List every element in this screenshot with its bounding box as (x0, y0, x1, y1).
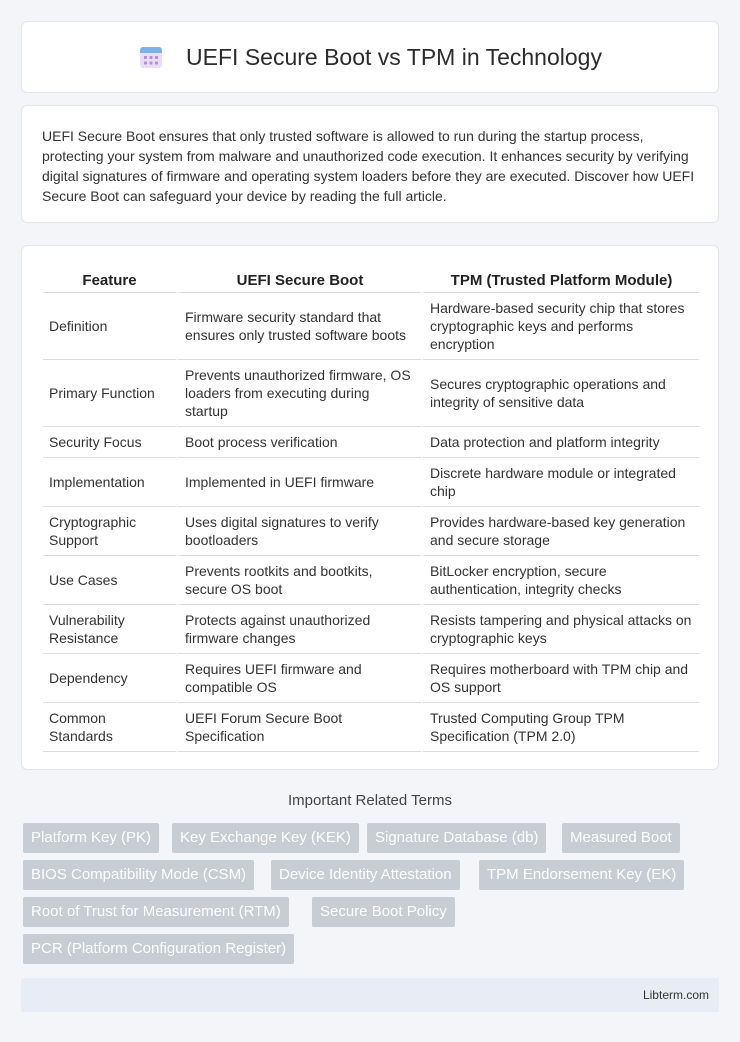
table-row (43, 458, 699, 507)
title-card (21, 21, 719, 93)
table-cell: Data protection and platform integrity (421, 427, 699, 458)
related-term-tag[interactable]: Signature Database (db) (367, 823, 546, 853)
table-row (43, 427, 699, 458)
table-cell: Implementation (43, 458, 176, 507)
table-cell: Uses digital signatures to verify bootloaders (176, 507, 421, 556)
table-cell: Requires UEFI firmware and compatible OS (176, 654, 421, 703)
footer-site-link[interactable]: Libterm.com (642, 988, 709, 1002)
table-cell: Common Standards (43, 703, 176, 752)
table-row (43, 703, 699, 752)
table-cell: Secures cryptographic operations and integrity of sensitive data (421, 360, 699, 427)
related-term-tag[interactable]: TPM Endorsement Key (EK) (479, 860, 684, 890)
table-cell: Cryptographic Support (43, 507, 176, 556)
table-cell: Firmware security standard that ensures only trusted software boots (176, 293, 421, 360)
related-term-tag[interactable]: Device Identity Attestation (271, 860, 460, 890)
table-row (43, 605, 699, 654)
related-term-tag[interactable]: Root of Trust for Measurement (RTM) (23, 897, 289, 927)
table-cell: Boot process verification (176, 427, 421, 458)
header-feature: Feature (43, 262, 176, 293)
table-cell: Prevents rootkits and bootkits, secure OS boot (176, 556, 421, 605)
table-cell: BitLocker encryption, secure authentication, integrity checks (421, 556, 699, 605)
table-cell: Protects against unauthorized firmware changes (176, 605, 421, 654)
table-cell: Security Focus (43, 427, 176, 458)
table-cell: Trusted Computing Group TPM Specification (TPM 2.0) (421, 703, 699, 752)
table-cell: Discrete hardware module or integrated chip (421, 458, 699, 507)
table-cell: Primary Function (43, 360, 176, 427)
table-header-row (43, 262, 699, 293)
table-cell: Prevents unauthorized firmware, OS loaders from executing during startup (176, 360, 421, 427)
comparison-table (43, 262, 699, 752)
table-row (43, 507, 699, 556)
table-cell: Definition (43, 293, 176, 360)
table-cell: Resists tampering and physical attacks on cryptographic keys (421, 605, 699, 654)
page-title: UEFI Secure Boot vs TPM in Technology (186, 43, 602, 70)
table-cell: Use Cases (43, 556, 176, 605)
table-cell: Hardware-based security chip that stores cryptographic keys and performs encryption (421, 293, 699, 360)
comparison-table-card (21, 245, 719, 770)
table-row (43, 360, 699, 427)
intro-text: UEFI Secure Boot ensures that only trusted software is allowed to run during the startup process, protecting your system from malware and unauthorized code execution. It enhances security by verifying digital signatures of firmware and operating system loaders before they are executed. Discover how UEFI Secure Boot can safeguard your device by reading the full article. (42, 128, 695, 204)
table-cell: Dependency (43, 654, 176, 703)
related-term-tag[interactable]: Key Exchange Key (KEK) (172, 823, 359, 853)
related-term-tag[interactable]: Platform Key (PK) (23, 823, 159, 853)
table-cell: Implemented in UEFI firmware (176, 458, 421, 507)
table-cell: Vulnerability Resistance (43, 605, 176, 654)
table-row (43, 293, 699, 360)
header-tpm: TPM (Trusted Platform Module) (421, 262, 699, 293)
intro-card (21, 105, 719, 223)
related-term-tag[interactable]: BIOS Compatibility Mode (CSM) (23, 860, 254, 890)
table-cell: Requires motherboard with TPM chip and OS support (421, 654, 699, 703)
related-terms-title: Important Related Terms (288, 792, 452, 809)
table-cell: UEFI Forum Secure Boot Specification (176, 703, 421, 752)
related-term-tag[interactable]: Measured Boot (562, 823, 680, 853)
related-term-tag[interactable]: PCR (Platform Configuration Register) (23, 934, 294, 964)
table-row (43, 556, 699, 605)
table-cell: Provides hardware-based key generation and secure storage (421, 507, 699, 556)
table-row (43, 654, 699, 703)
related-term-tag[interactable]: Secure Boot Policy (312, 897, 455, 927)
footer (21, 978, 719, 1012)
header-uefi-secure-boot: UEFI Secure Boot (176, 262, 421, 293)
calendar-grid-icon (138, 44, 164, 70)
